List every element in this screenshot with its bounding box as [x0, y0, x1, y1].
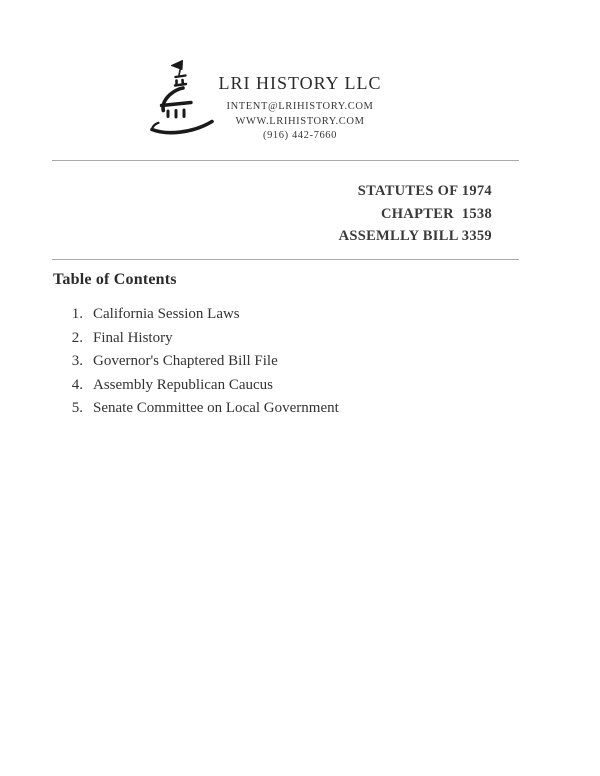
toc-item	[70, 397, 547, 421]
toc-title: Table of Contents	[53, 271, 177, 288]
bill-reference	[339, 180, 492, 248]
toc-item	[70, 374, 547, 398]
toc-item-number: 5.	[71, 400, 83, 416]
toc-item-label: Senate Committee on Local Government	[93, 400, 339, 416]
toc-list	[53, 303, 547, 421]
divider-top	[52, 160, 519, 161]
divider-middle	[52, 259, 519, 260]
table-of-contents	[53, 271, 547, 421]
letterhead-text	[0, 73, 600, 144]
toc-item	[70, 327, 547, 351]
assembly-bill-line: ASSEMLLY BILL 3359	[338, 228, 492, 244]
statutes-line: STATUTES OF 1974	[357, 183, 492, 199]
toc-item-label: Assembly Republican Caucus	[93, 376, 273, 393]
company-email: INTENT@LRIHISTORY.COM	[226, 101, 374, 112]
toc-item-label: Governor's Chaptered Bill File	[93, 353, 278, 369]
toc-item-number: 2.	[71, 329, 83, 346]
chapter-line: CHAPTER 1538	[380, 205, 492, 222]
company-name: LRI HISTORY LLC	[218, 73, 382, 93]
toc-item-label: California Session Laws	[93, 306, 240, 322]
toc-item-label: Final History	[93, 329, 173, 346]
toc-item	[70, 303, 547, 327]
company-website: WWW.LRIHISTORY.COM	[235, 115, 365, 127]
toc-item-number: 3.	[71, 353, 83, 369]
company-phone: (916) 442-7660	[262, 130, 337, 141]
toc-item-number: 1.	[71, 306, 83, 322]
toc-item-number: 4.	[71, 376, 83, 393]
toc-item	[70, 350, 547, 374]
